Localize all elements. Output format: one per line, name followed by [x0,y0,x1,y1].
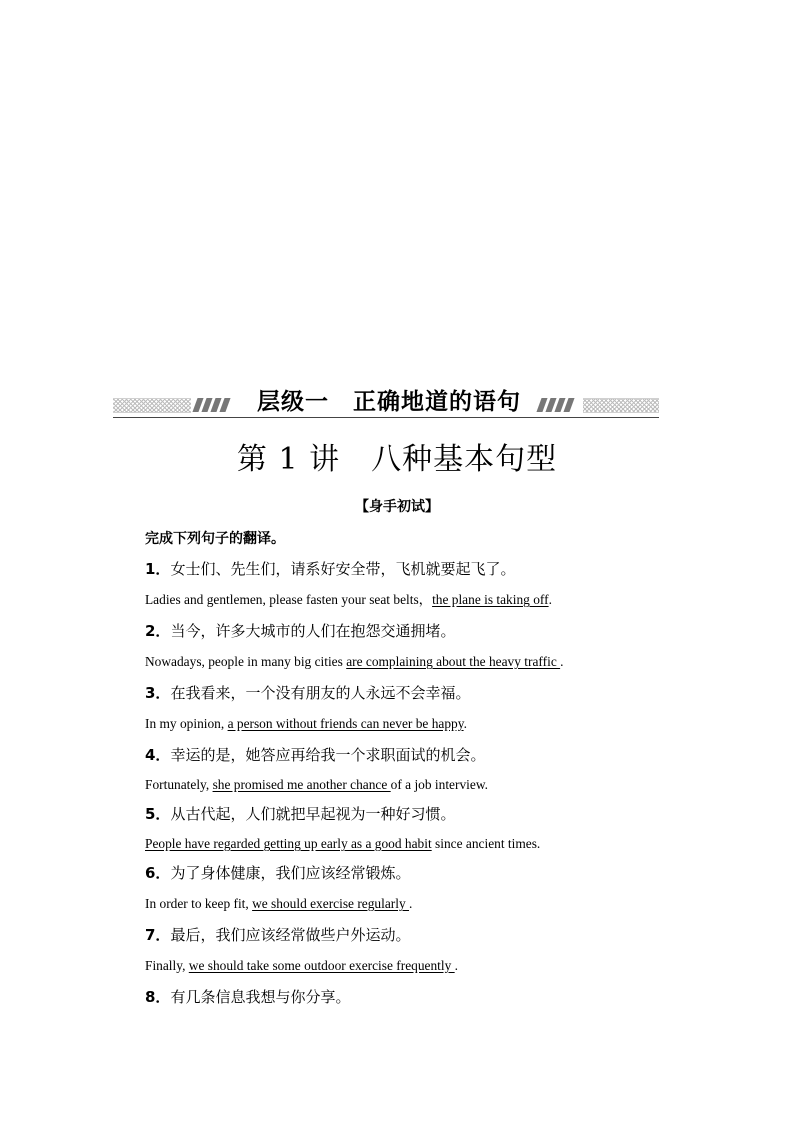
question-text: 在我看来，一个没有朋友的人永远不会幸福。 [170,684,471,702]
question-8 [145,985,350,1009]
question-7 [145,923,410,947]
answer-prefix: In my opinion, [145,716,228,731]
banner-title: 层级一 正确地道的语句 [257,389,521,415]
answer-suffix: . [409,896,413,911]
answer-7 [145,955,665,977]
question-6 [145,861,410,885]
answer-suffix: since ancient times. [431,836,541,851]
instruction-text: 完成下列句子的翻译。 [145,531,285,547]
answer-2 [145,651,665,673]
question-4 [145,743,485,767]
question-text: 幸运的是，她答应再给我一个求职面试的机会。 [170,746,486,764]
answer-blank: a person without friends can never be happy [227,716,464,731]
answer-blank: we should take some outdoor exercise frequently [188,958,455,973]
question-3 [145,681,470,705]
question-text: 为了身体健康，我们应该经常锻炼。 [170,864,411,882]
question-text: 从古代起，人们就把早起视为一种好习惯。 [170,805,456,823]
banner-stripes-left [195,398,228,412]
banner-rule [113,417,659,418]
question-text: 有几条信息我想与你分享。 [170,988,351,1006]
answer-prefix: In order to keep fit, [145,896,253,911]
section-label: 【身手初试】 [355,499,439,515]
answer-blank: are complaining about the heavy traffic [346,654,561,669]
answer-5 [145,833,665,855]
answer-4 [145,774,665,796]
question-text: 女士们、先生们，请系好安全带，飞机就要起飞了。 [170,560,516,578]
question-text: 最后，我们应该经常做些户外运动。 [170,926,411,944]
question-number: 4． [145,746,171,764]
question-1 [145,557,515,581]
answer-prefix: Finally, [145,958,189,973]
question-number: 7． [145,926,171,944]
answer-1 [145,589,665,611]
answer-suffix: of a job interview. [390,777,488,792]
answer-blank: People have regarded getting up early as a good habit [145,836,432,851]
question-number: 2． [145,622,171,640]
answer-suffix: . [560,654,564,669]
question-number: 8． [145,988,171,1006]
section-banner [113,384,659,422]
question-number: 3． [145,684,171,702]
answer-suffix: . [463,716,467,731]
answer-prefix: Fortunately, [145,777,213,792]
question-2 [145,619,455,643]
question-5 [145,802,455,826]
answer-blank: we should exercise regularly [252,896,410,911]
banner-stripes-right [539,398,572,412]
lesson-title: 第 1 讲 八种基本句型 [236,442,558,477]
question-number: 6． [145,864,171,882]
answer-suffix: . [454,958,459,973]
question-number: 5． [145,805,171,823]
banner-pattern-right [583,398,659,413]
answer-blank: she promised me another chance [212,777,391,792]
answer-prefix: Nowadays, people in many big cities [145,654,347,669]
answer-6 [145,893,665,915]
answer-blank: the plane is taking off [432,592,549,607]
question-number: 1． [145,560,171,578]
banner-pattern-left [113,398,191,413]
answer-3 [145,713,665,735]
answer-suffix: . [548,592,552,607]
answer-prefix: Ladies and gentlemen, please fasten your seat belts， [145,592,433,607]
question-text: 当今，许多大城市的人们在抱怨交通拥堵。 [170,622,456,640]
